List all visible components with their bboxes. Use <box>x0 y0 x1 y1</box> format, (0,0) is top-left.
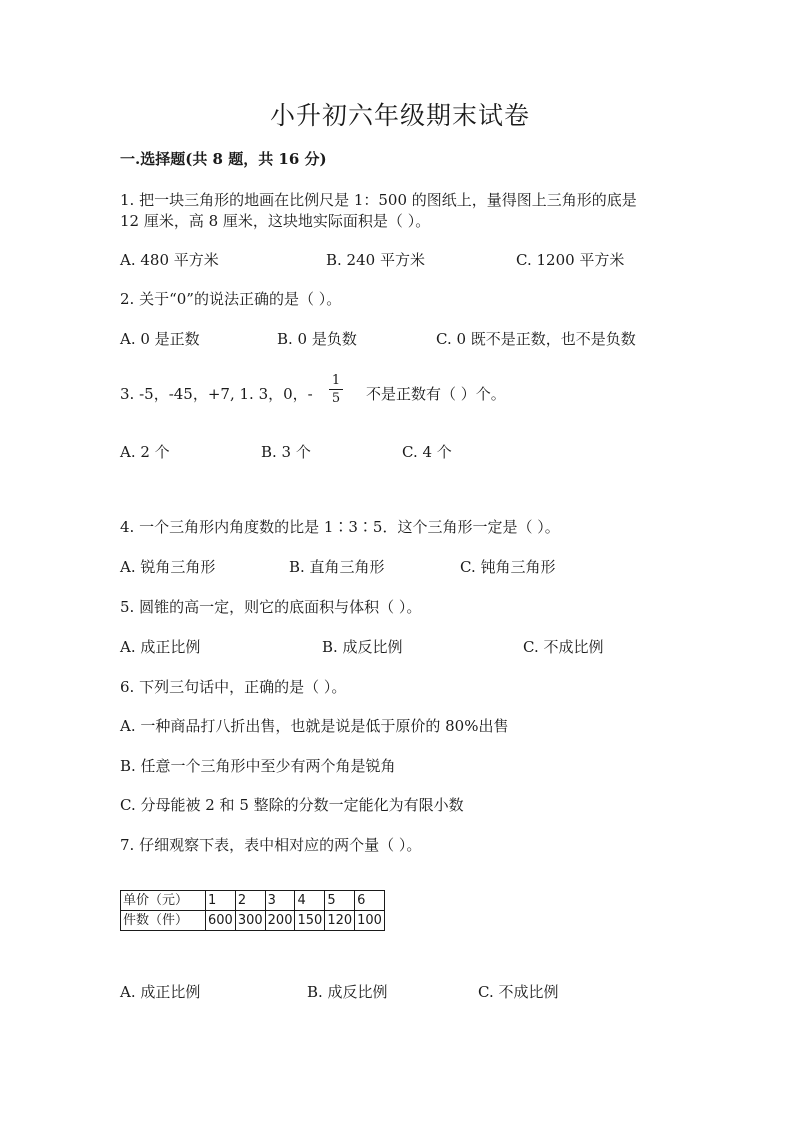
table-row-label: 件数（件） <box>121 911 206 931</box>
table-cell: 100 <box>355 911 385 931</box>
question-5-option-b: B. 成反比例 <box>322 638 403 656</box>
question-4-option-c: C. 钝角三角形 <box>460 558 556 576</box>
question-6-line-1: 6. 下列三句话中，正确的是（ ）。 <box>120 678 347 696</box>
question-7-option-c: C. 不成比例 <box>478 983 559 1001</box>
table-cell: 3 <box>265 891 295 911</box>
table-cell: 4 <box>295 891 325 911</box>
question-5-option-c: C. 不成比例 <box>523 638 604 656</box>
table-row-label: 单价（元） <box>121 891 206 911</box>
fraction-numerator: 1 <box>331 373 341 388</box>
question-1-option-b: B. 240 平方米 <box>326 251 425 269</box>
question-3-option-a: A. 2 个 <box>120 443 170 461</box>
table-cell: 600 <box>206 911 236 931</box>
table-cell: 150 <box>295 911 325 931</box>
question-5-line-1: 5. 圆锥的高一定，则它的底面积与体积（ ）。 <box>120 598 422 616</box>
question-1-line-2: 12 厘米，高 8 厘米，这块地实际面积是（ ）。 <box>120 212 431 230</box>
table-cell: 6 <box>355 891 385 911</box>
table-row-quantity <box>121 911 385 931</box>
table-cell: 1 <box>206 891 236 911</box>
question-6-option-c: C. 分母能被 2 和 5 整除的分数一定能化为有限小数 <box>120 796 464 814</box>
question-2-option-c: C. 0 既不是正数，也不是负数 <box>436 330 636 348</box>
question-1-line-1: 1. 把一块三角形的地画在比例尺是 1：500 的图纸上，量得图上三角形的底是 <box>120 191 637 209</box>
table-cell: 120 <box>325 911 355 931</box>
question-4-option-a: A. 锐角三角形 <box>120 558 216 576</box>
price-quantity-table <box>120 890 385 931</box>
question-3-option-b: B. 3 个 <box>261 443 311 461</box>
question-3-option-c: C. 4 个 <box>402 443 452 461</box>
table-cell: 2 <box>235 891 265 911</box>
question-2-option-a: A. 0 是正数 <box>120 330 200 348</box>
question-1-option-c: C. 1200 平方米 <box>516 251 625 269</box>
question-7-option-b: B. 成反比例 <box>307 983 388 1001</box>
fraction-denominator: 5 <box>331 391 341 406</box>
question-3-prefix: 3. -5，-45，+7, 1. 3，0，- <box>120 385 313 403</box>
question-2-line-1: 2. 关于“0”的说法正确的是（ ）。 <box>120 290 342 308</box>
fraction-bar <box>329 389 343 390</box>
question-7-option-a: A. 成正比例 <box>120 983 201 1001</box>
question-1-option-a: A. 480 平方米 <box>120 251 219 269</box>
page-title: 小升初六年级期末试卷 <box>269 101 530 130</box>
question-7-line-1: 7. 仔细观察下表，表中相对应的两个量（ ）。 <box>120 836 422 854</box>
question-2-option-b: B. 0 是负数 <box>277 330 357 348</box>
question-5-option-a: A. 成正比例 <box>120 638 201 656</box>
question-3-suffix: 不是正数有（ ）个。 <box>366 385 506 403</box>
table-cell: 200 <box>265 911 295 931</box>
table-row-price <box>121 891 385 911</box>
question-6-option-a: A. 一种商品打八折出售，也就是说是低于原价的 80%出售 <box>120 717 509 735</box>
fraction-one-fifth <box>329 373 343 406</box>
table-cell: 300 <box>235 911 265 931</box>
table-cell: 5 <box>325 891 355 911</box>
section-heading: 一.选择题(共 8 题，共 16 分) <box>120 150 327 168</box>
question-6-option-b: B. 任意一个三角形中至少有两个角是锐角 <box>120 757 396 775</box>
question-4-line-1: 4. 一个三角形内角度数的比是 1∶3∶5．这个三角形一定是（ ）。 <box>120 518 560 536</box>
question-4-option-b: B. 直角三角形 <box>289 558 385 576</box>
